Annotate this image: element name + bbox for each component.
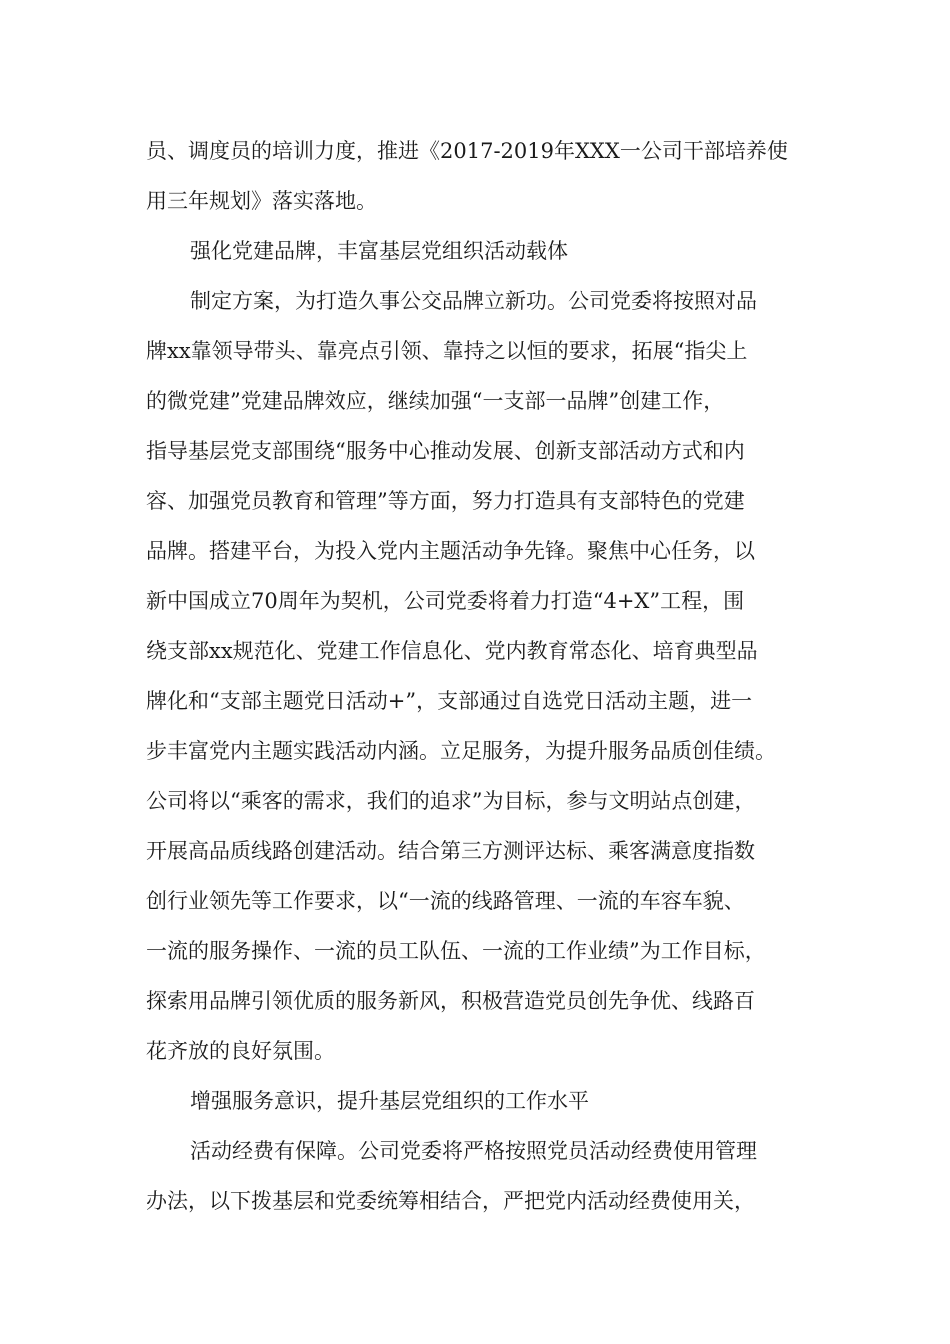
paragraph-start: 活动经费有保障。公司党委将严格按照党员活动经费使用管理 — [190, 1139, 757, 1163]
text-line: 牌xx靠领导带头、靠亮点引领、靠持之以恒的要求，拓展“指尖上 — [146, 339, 748, 363]
text-line: 品牌。搭建平台，为投入党内主题活动争先锋。聚焦中心任务，以 — [146, 539, 755, 563]
text-line: 员、调度员的培训力度，推进《2017-2019年XXX一公司干部培养使 — [146, 139, 788, 163]
section-heading: 强化党建品牌，丰富基层党组织活动载体 — [190, 239, 568, 263]
section-heading: 增强服务意识，提升基层党组织的工作水平 — [190, 1089, 589, 1113]
paragraph-start: 制定方案，为打造久事公交品牌立新功。公司党委将按照对品 — [190, 289, 757, 313]
text-line: 指导基层党支部围绕“服务中心推动发展、创新支部活动方式和内 — [146, 439, 745, 463]
text-line: 步丰富党内主题实践活动内涵。立足服务，为提升服务品质创佳绩。 — [146, 739, 776, 763]
text-line: 公司将以“乘客的需求，我们的追求”为目标，参与文明站点创建， — [146, 789, 756, 813]
text-line: 新中国成立70周年为契机，公司党委将着力打造“4+X”工程，围 — [146, 589, 745, 613]
text-line: 创行业领先等工作要求，以“一流的线路管理、一流的车容车貌、 — [146, 889, 745, 913]
text-line: 用三年规划》落实落地。 — [146, 189, 377, 213]
text-line: 办法，以下拨基层和党委统筹相结合，严把党内活动经费使用关， — [146, 1189, 755, 1213]
text-line: 的微党建”党建品牌效应，继续加强“一支部一品牌”创建工作， — [146, 389, 725, 413]
text-line: 容、加强党员教育和管理”等方面，努力打造具有支部特色的党建 — [146, 489, 745, 513]
text-line: 牌化和“支部主题党日活动+”，支部通过自选党日活动主题，进一 — [146, 689, 753, 713]
text-line: 绕支部xx规范化、党建工作信息化、党内教育常态化、培育典型品 — [146, 639, 758, 663]
text-line: 探索用品牌引领优质的服务新风，积极营造党员创先争优、线路百 — [146, 989, 755, 1013]
text-line: 开展高品质线路创建活动。结合第三方测评达标、乘客满意度指数 — [146, 839, 755, 863]
text-line: 一流的服务操作、一流的员工队伍、一流的工作业绩”为工作目标， — [146, 939, 766, 963]
text-line: 花齐放的良好氛围。 — [146, 1039, 335, 1063]
